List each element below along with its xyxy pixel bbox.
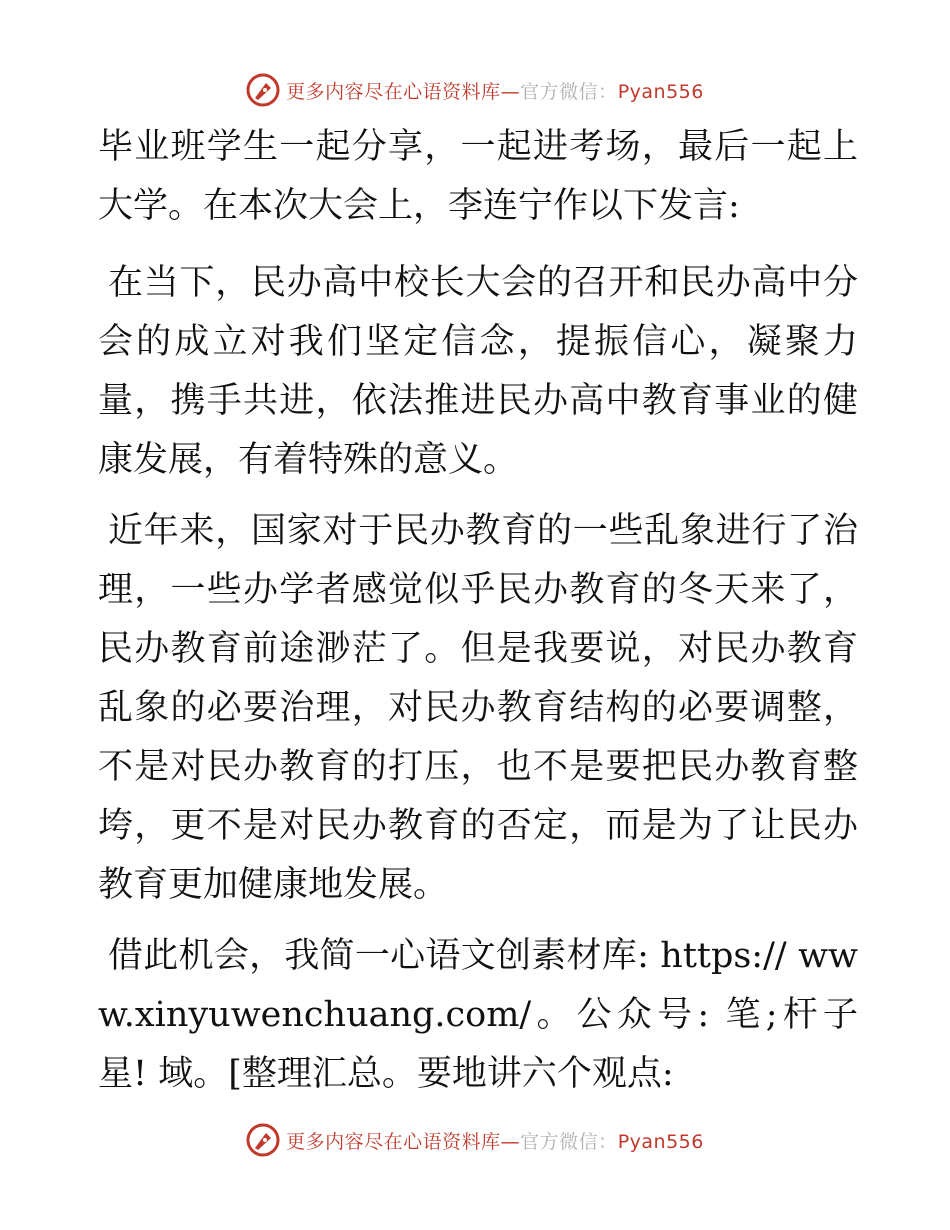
watermark-dash: — bbox=[500, 1130, 521, 1153]
watermark-text: 更多内容尽在心语资料库 bbox=[286, 80, 501, 103]
watermark-handle: Pyan556 bbox=[617, 80, 704, 103]
paragraph-4: 借此机会，我简一心语文创素材库: https:// www.xinyuwenchuang.com/。公众号: 笔;杆子星! 域。[整理汇总。要地讲六个观点: bbox=[98, 936, 858, 1094]
pen-nib-logo-icon bbox=[246, 1123, 280, 1157]
watermark-wechat-label: 官方微信： bbox=[520, 80, 618, 103]
watermark-footer bbox=[0, 1120, 950, 1160]
document-body bbox=[98, 118, 858, 1116]
watermark-text: 更多内容尽在心语资料库 bbox=[286, 1130, 501, 1153]
watermark-text-block bbox=[286, 1127, 704, 1154]
watermark-wechat-label: 官方微信： bbox=[520, 1130, 618, 1153]
watermark-dash: — bbox=[500, 80, 521, 103]
paragraph-3: 近年来，国家对于民办教育的一些乱象进行了治理，一些办学者感觉似乎民办教育的冬天来了，民办教育前途渺茫了。但是我要说，对民办教育乱象的必要治理，对民办教育结构的必要调整，不是对民办教育的打压，也不是要把民办教育整垮，更不是对民办教育的否定，而是为了让民办教育更加健康地发展。 bbox=[98, 511, 858, 905]
watermark-header bbox=[0, 70, 950, 110]
watermark-handle: Pyan556 bbox=[617, 1130, 704, 1153]
pen-nib-logo-icon bbox=[246, 73, 280, 107]
paragraph-2: 在当下，民办高中校长大会的召开和民办高中分会的成立对我们坚定信念，提振信心，凝聚力量，携手共进，依法推进民办高中教育事业的健康发展，有着特殊的意义。 bbox=[98, 263, 858, 480]
watermark-text-block bbox=[286, 77, 704, 104]
paragraph-1: 毕业班学生一起分享，一起进考场，最后一起上大学。在本次大会上，李连宁作以下发言: bbox=[98, 127, 858, 226]
